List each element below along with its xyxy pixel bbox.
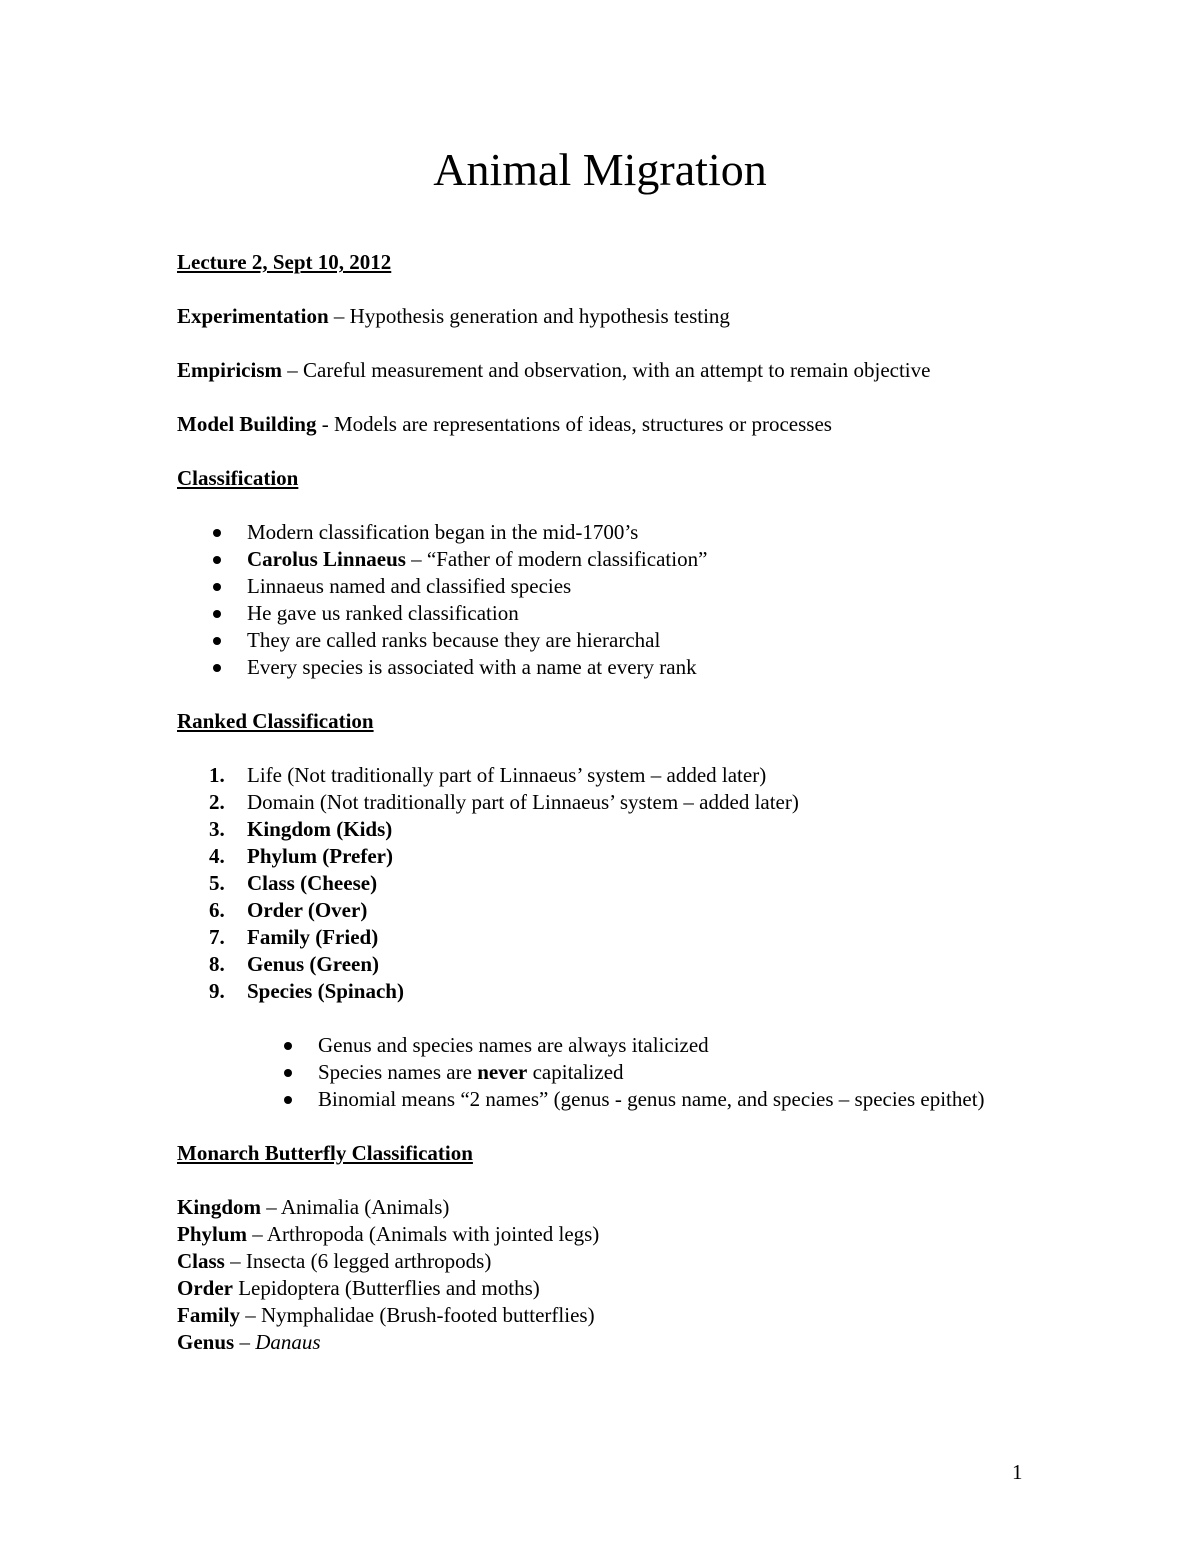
monarch-row-phylum: Phylum – Arthropoda (Animals with jointed legs) xyxy=(177,1222,600,1246)
document-body xyxy=(177,249,1057,1356)
monarch-row-genus: Genus – Danaus xyxy=(177,1330,321,1354)
list-item: 9. Species (Spinach) xyxy=(209,979,404,1003)
definition-empiricism: Empiricism – Careful measurement and observation, with an attempt to remain objective xyxy=(177,358,931,382)
monarch-row-class: Class – Insecta (6 legged arthropods) xyxy=(177,1249,492,1273)
list-item: Genus and species names are always italicized xyxy=(177,1032,1057,1059)
classification-heading: Classification xyxy=(177,466,299,490)
list-item: 1. Life (Not traditionally part of Linnaeus’ system – added later) xyxy=(209,763,767,787)
monarch-row-order: Order Lepidoptera (Butterflies and moths) xyxy=(177,1276,540,1300)
classification-list xyxy=(177,519,1057,681)
list-item: 4. Phylum (Prefer) xyxy=(209,844,393,868)
list-item: Every species is associated with a name at every rank xyxy=(177,654,1057,681)
list-item: 6. Order (Over) xyxy=(209,898,368,922)
list-item: Modern classification began in the mid-1700’s xyxy=(177,519,1057,546)
list-item: Binomial means “2 names” (genus - genus name, and species – species epithet) xyxy=(177,1086,1057,1113)
list-item: Carolus Linnaeus – “Father of modern classification” xyxy=(177,546,1057,573)
monarch-heading: Monarch Butterfly Classification xyxy=(177,1141,473,1165)
definition-model-building: Model Building - Models are representations of ideas, structures or processes xyxy=(177,412,832,436)
list-item: 8. Genus (Green) xyxy=(209,952,380,976)
monarch-classification xyxy=(177,1194,1057,1356)
page-title: Animal Migration xyxy=(433,144,767,195)
ranked-classification-heading: Ranked Classification xyxy=(177,709,374,733)
list-item: They are called ranks because they are hierarchal xyxy=(177,627,1057,654)
list-item: 2. Domain (Not traditionally part of Linnaeus’ system – added later) xyxy=(209,790,799,814)
list-item: 5. Class (Cheese) xyxy=(209,871,378,895)
ranked-classification-list xyxy=(177,762,1057,1005)
list-item: 3. Kingdom (Kids) xyxy=(209,817,393,841)
list-item: Species names are never capitalized xyxy=(177,1059,1057,1086)
monarch-row-family: Family – Nymphalidae (Brush-footed butterflies) xyxy=(177,1303,595,1327)
definition-experimentation: Experimentation – Hypothesis generation and hypothesis testing xyxy=(177,304,730,328)
lecture-heading: Lecture 2, Sept 10, 2012 xyxy=(177,250,392,274)
monarch-row-kingdom: Kingdom – Animalia (Animals) xyxy=(177,1195,450,1219)
page-number: 1 xyxy=(1012,1460,1023,1484)
list-item: He gave us ranked classification xyxy=(177,600,1057,627)
list-item: 7. Family (Fried) xyxy=(209,925,379,949)
list-item: Linnaeus named and classified species xyxy=(177,573,1057,600)
naming-notes-list xyxy=(177,1032,1057,1113)
